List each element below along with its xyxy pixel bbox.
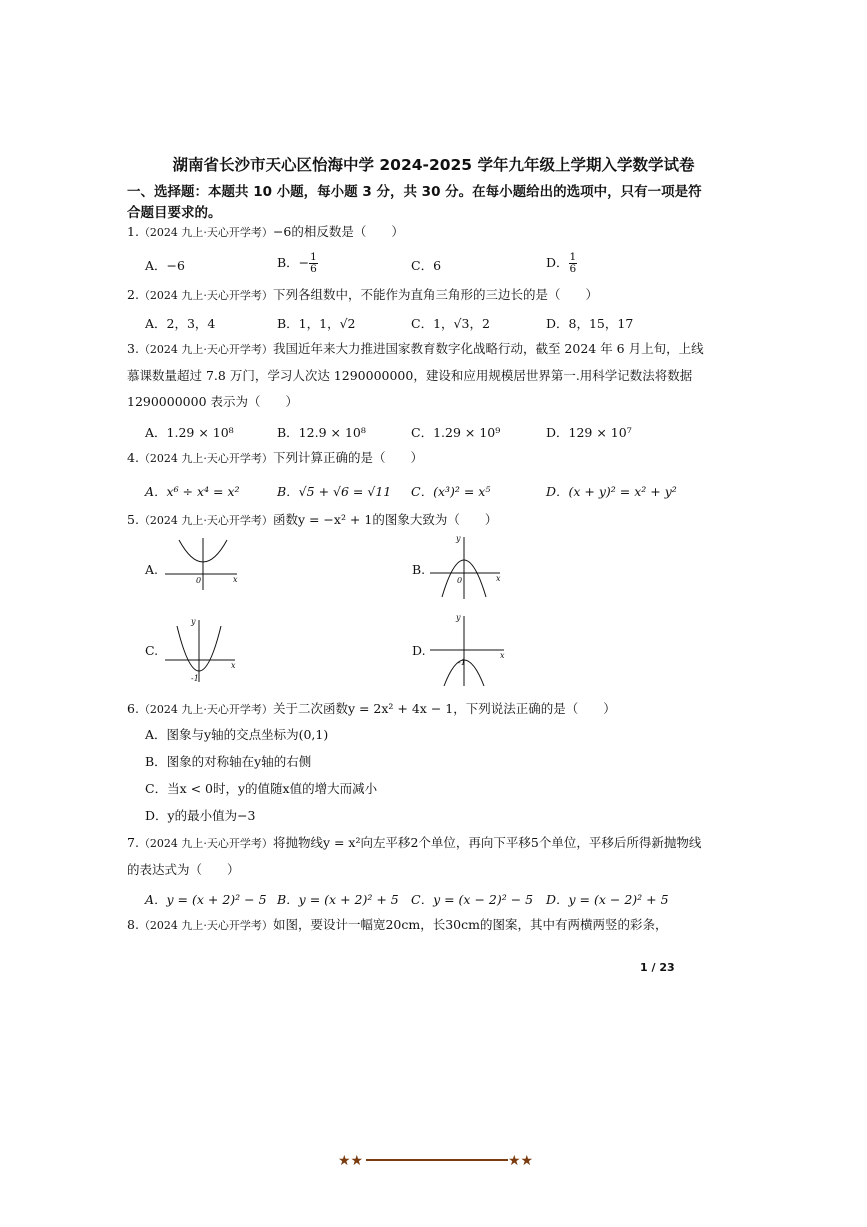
graph-option-c-label: C. [145,643,159,658]
y-label: y [191,617,196,626]
option-b: B．12.9 × 10⁸ [277,425,366,440]
option-text: C．1， [411,316,454,331]
question-4 [127,445,712,472]
option-a: A．y = (x + 2)² − 5 [145,892,267,907]
sqrt-2: √2 [339,316,356,331]
option-d: D．129 × 10⁷ [546,425,632,440]
x-label: x [231,661,236,670]
question-number: 3. [127,341,139,356]
question-text: 函数y = −x² + 1的图象大致为（ ） [272,512,498,527]
option-c: C．当x < 0时，y的值随x值的增大而减小 [145,781,378,796]
option-text: D． [546,255,569,270]
question-source: （2024 九上·天心开学考） [138,343,273,356]
question-source: （2024 九上·天心开学考） [138,289,273,302]
x-label: x [500,651,505,660]
question-text: 下列各组数中，不能作为直角三角形的三边长的是（ ） [272,287,598,302]
denominator: 6 [310,263,317,275]
option-b [277,314,356,332]
x-label: x [496,574,501,583]
y-label: y [456,613,461,622]
minus-one-label: -1 [191,674,199,683]
question-number: 4. [127,450,139,465]
option-b [277,252,318,275]
minus-one-label: -1 [458,658,466,667]
numerator: 1 [310,251,317,263]
option-d: D．y = (x − 2)² + 5 [546,892,669,907]
option-d: D．y的最小值为−3 [145,808,256,823]
section-heading: 一、选择题：本题共 10 小题，每小题 3 分，共 30 分。在每小题给出的选项中，只有一项是符合题目要求的。 [127,184,702,221]
page-title: 湖南省长沙市天心区怡海中学 2024-2025 学年九年级上学期入学数学试卷 [172,156,695,174]
question-text: 将抛物线y = x²向左平移2个单位，再向下平移5个单位，平移后所得新抛物线的表达式为（ ） [127,835,702,877]
fraction [569,252,578,275]
question-number: 5. [127,512,139,527]
option-text: B．− [277,255,310,270]
option-tail: ，2 [469,316,490,331]
question-text: 我国近年来大力推进国家教育数字化战略行动，截至 2024 年 6 月上旬，上线慕课数量超过 7.8 万门，学习人次达 1290000000，建设和应用规模居世界第一.用科学记数法将数据 1290000000 表示为（ ） [127,341,704,409]
question-number: 7. [127,835,139,850]
question-text: −6的相反数是（ ） [272,224,404,239]
question-8 [127,912,712,939]
option-a: A．1.29 × 10⁸ [145,425,234,440]
question-1 [127,219,712,246]
question-source: （2024 九上·天心开学考） [138,452,273,465]
option-a: A．−6 [145,258,185,273]
option-d: D．8，15，17 [546,316,634,331]
left-stars: ★★ [338,1153,364,1169]
footer-ornament [338,1150,538,1170]
origin-label: 0 [196,576,202,585]
question-number: 8. [127,917,139,932]
question-number: 1. [127,224,139,239]
graph-option-b-label: B. [412,562,426,577]
sqrt-3: √3 [453,316,470,331]
question-source: （2024 九上·天心开学考） [138,703,273,716]
x-label: x [233,575,238,584]
option-text: B．1，1， [277,316,340,331]
question-3 [127,336,712,415]
option-c: C．y = (x − 2)² − 5 [411,892,534,907]
question-5 [127,507,712,534]
graph-c [165,616,240,684]
question-source: （2024 九上·天心开学考） [138,514,273,527]
option-b: B．y = (x + 2)² + 5 [277,892,399,907]
page-number: 1 / 23 [640,961,675,974]
fraction [309,252,318,275]
question-2 [127,282,712,309]
question-source: （2024 九上·天心开学考） [138,919,273,932]
question-text: 如图，要设计一幅宽20cm，长30cm的图案，其中有两横两竖的彩条， [272,917,668,932]
question-number: 6. [127,701,139,716]
option-a: A．2，3，4 [145,316,216,331]
question-text: 下列计算正确的是（ ） [272,450,423,465]
graph-option-a-label: A. [145,562,159,577]
option-c: C．1.29 × 10⁹ [411,425,501,440]
option-a: A．图象与y轴的交点坐标为(0,1) [145,727,329,742]
option-b: B．√5 + √6 = √11 [277,484,392,499]
option-d [546,252,577,275]
graph-b [430,533,505,601]
question-source: （2024 九上·天心开学考） [138,226,273,239]
option-c [411,314,490,332]
option-b: B．图象的对称轴在y轴的右侧 [145,754,312,769]
graph-option-d-label: D. [412,643,426,658]
option-a: A．x⁶ ÷ x⁴ = x² [145,484,240,499]
option-d: D．(x + y)² = x² + y² [546,484,677,499]
denominator: 6 [569,263,577,275]
question-text: 关于二次函数y = 2x² + 4x − 1，下列说法正确的是（ ） [272,701,616,716]
y-label: y [456,534,461,543]
numerator: 1 [569,251,577,263]
question-number: 2. [127,287,139,302]
graph-d [430,612,508,688]
graph-a [165,536,240,591]
question-7 [127,830,712,883]
origin-label: 0 [457,576,463,585]
question-6 [127,696,712,723]
option-c: C．6 [411,258,442,273]
question-source: （2024 九上·天心开学考） [138,837,273,850]
right-stars: ★★ [508,1153,534,1169]
option-c: C．(x³)² = x⁵ [411,484,491,499]
